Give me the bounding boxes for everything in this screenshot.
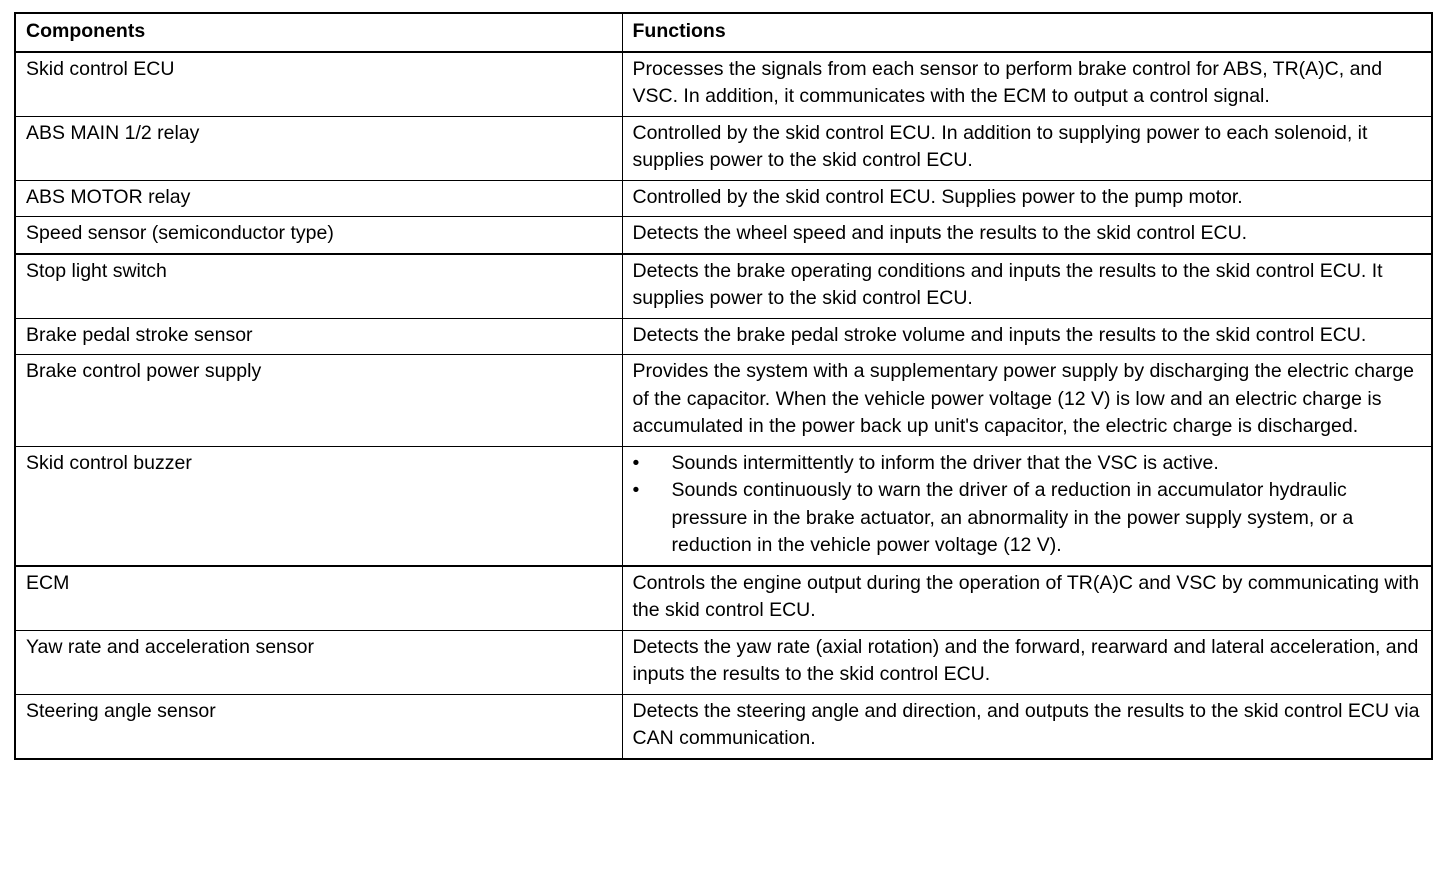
table-row [15,566,1432,631]
header-functions: Functions [622,13,1432,52]
function-cell: Detects the wheel speed and inputs the results to the skid control ECU. [622,217,1432,254]
table-header-row [15,13,1432,52]
bullet-list [633,450,1422,560]
table-row [15,217,1432,254]
table-row [15,254,1432,319]
component-cell: Skid control ECU [15,52,622,117]
bullet-text: Sounds intermittently to inform the driver that the VSC is active. [671,451,1219,474]
table-row [15,446,1432,566]
component-cell: Brake control power supply [15,355,622,447]
function-cell: Controlled by the skid control ECU. Supplies power to the pump motor. [622,180,1432,217]
component-cell: Steering angle sensor [15,694,622,759]
table-row [15,52,1432,117]
function-cell: Controlled by the skid control ECU. In addition to supplying power to each solenoid, it supplies power to the skid control ECU. [622,116,1432,180]
bullet-icon: • [632,479,640,501]
component-cell: ECM [15,566,622,631]
table-row [15,630,1432,694]
component-cell: Stop light switch [15,254,622,319]
component-cell: Skid control buzzer [15,446,622,566]
component-cell: Speed sensor (semiconductor type) [15,217,622,254]
bullet-text: Sounds continuously to warn the driver of a reduction in accumulator hydraulic pressure in the brake actuator, an abnormality in the power supply system, or a reduction in the vehicle power voltage (12 V). [671,479,1354,556]
function-cell: Provides the system with a supplementary power supply by discharging the electric charge of the capacitor. When the vehicle power voltage (12 V) is low and an electric charge is accumulated in the power back up unit's capacitor, the electric charge is discharged. [622,355,1432,447]
component-cell: ABS MOTOR relay [15,180,622,217]
table-row [15,355,1432,447]
bullet-item [633,477,1422,560]
component-cell: Yaw rate and acceleration sensor [15,630,622,694]
bullet-icon: • [632,451,640,474]
function-cell: Processes the signals from each sensor to perform brake control for ABS, TR(A)C, and VSC. In addition, it communicates with the ECM to output a control signal. [622,52,1432,117]
component-cell: Brake pedal stroke sensor [15,318,622,355]
function-cell: Detects the yaw rate (axial rotation) and the forward, rearward and lateral acceleration, and inputs the results to the skid control ECU. [622,630,1432,694]
table-row [15,318,1432,355]
function-cell: Detects the brake pedal stroke volume and inputs the results to the skid control ECU. [622,318,1432,355]
function-cell: Detects the steering angle and direction, and outputs the results to the skid control ECU via CAN communication. [622,694,1432,759]
table-row [15,116,1432,180]
component-cell: ABS MAIN 1/2 relay [15,116,622,180]
table-row [15,694,1432,759]
function-cell [622,446,1432,566]
header-components: Components [15,13,622,52]
function-cell: Controls the engine output during the operation of TR(A)C and VSC by communicating with the skid control ECU. [622,566,1432,631]
components-functions-table [14,12,1433,760]
table-row [15,180,1432,217]
bullet-item [633,450,1422,478]
function-cell: Detects the brake operating conditions and inputs the results to the skid control ECU. It supplies power to the skid control ECU. [622,254,1432,319]
